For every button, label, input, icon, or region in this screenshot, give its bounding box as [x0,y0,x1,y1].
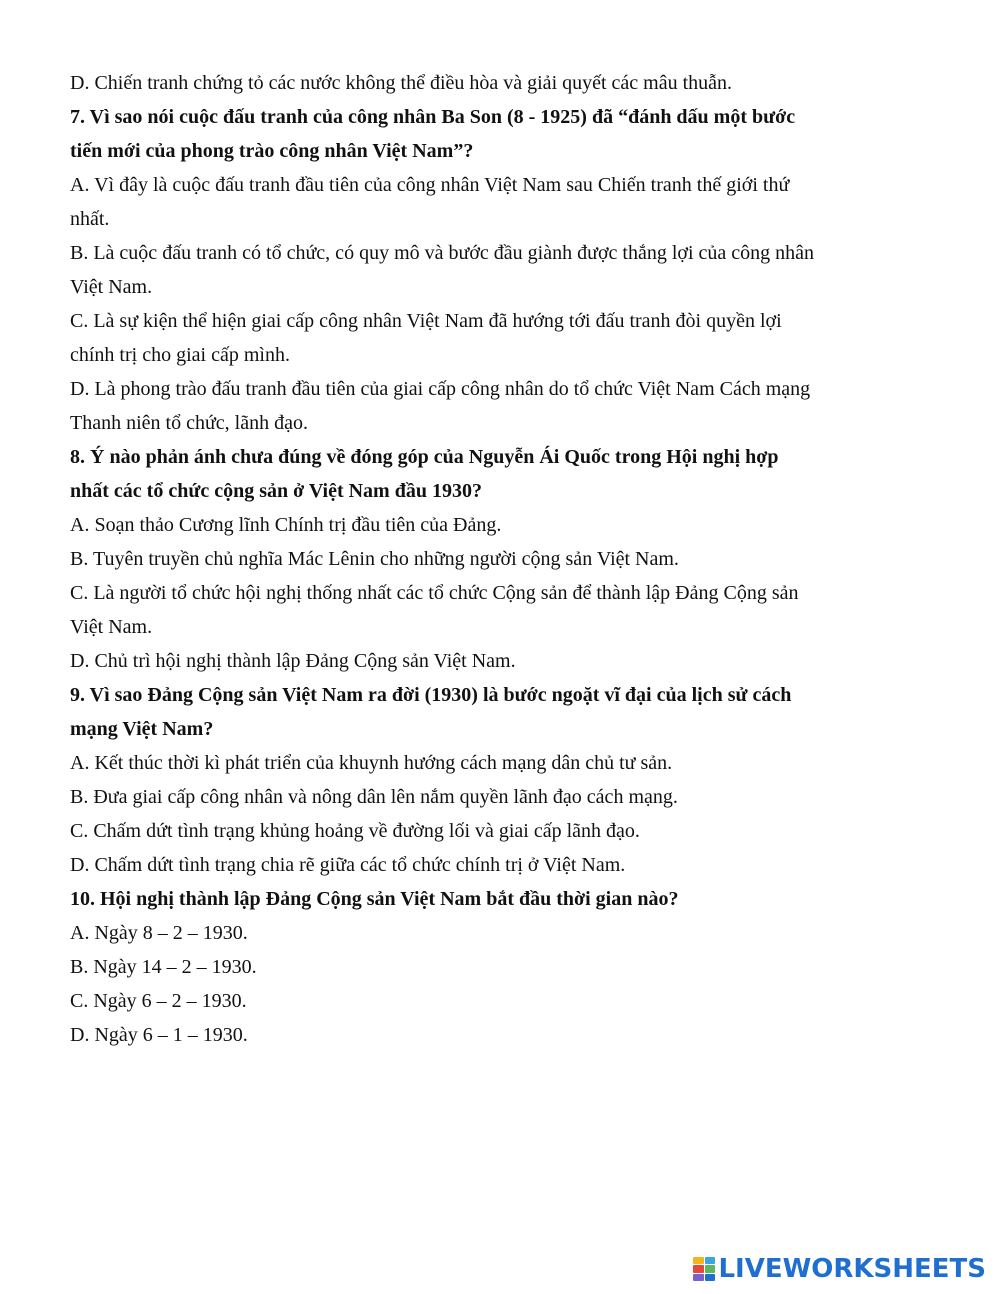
answer-text-line: C. Là người tổ chức hội nghị thống nhất các tổ chức Cộng sản để thành lập Đảng Cộng sản [70,582,799,604]
answer-text-line: C. Chấm dứt tình trạng khủng hoảng về đường lối và giai cấp lãnh đạo. [70,820,640,842]
question-text-line: nhất các tổ chức cộng sản ở Việt Nam đầu 1930? [70,480,482,502]
answer-text-line: C. Là sự kiện thể hiện giai cấp công nhân Việt Nam đã hướng tới đấu tranh đòi quyền lợi [70,310,782,332]
answer-text-line: Việt Nam. [70,616,153,638]
question-text-line: mạng Việt Nam? [70,718,214,740]
liveworksheets-logo-icon [693,1257,715,1281]
answer-text-line: A. Kết thúc thời kì phát triển của khuynh hướng cách mạng dân chủ tư sản. [70,752,673,774]
answer-text-line: A. Soạn thảo Cương lĩnh Chính trị đầu tiên của Đảng. [70,514,502,536]
logo-square [693,1274,704,1281]
answer-text-line: A. Ngày 8 – 2 – 1930. [70,922,248,944]
logo-square [705,1257,716,1264]
logo-square [693,1257,704,1264]
answer-text-line: A. Vì đây là cuộc đấu tranh đầu tiên của công nhân Việt Nam sau Chiến tranh thế giới thứ [70,174,790,196]
answer-text-line: B. Tuyên truyền chủ nghĩa Mác Lênin cho những người cộng sản Việt Nam. [70,548,679,570]
question-text-line: 8. Ý nào phản ánh chưa đúng về đóng góp của Nguyễn Ái Quốc trong Hội nghị hợp [70,446,779,468]
answer-text-line: D. Chấm dứt tình trạng chia rẽ giữa các tổ chức chính trị ở Việt Nam. [70,854,626,876]
answer-text-line: B. Là cuộc đấu tranh có tổ chức, có quy mô và bước đầu giành được thắng lợi của công nhân [70,242,815,264]
answer-text-line: Việt Nam. [70,276,153,298]
question-text-line: 10. Hội nghị thành lập Đảng Cộng sản Việt Nam bắt đầu thời gian nào? [70,888,679,910]
logo-square [705,1274,716,1281]
answer-text-line: D. Ngày 6 – 1 – 1930. [70,1024,248,1046]
question-text-line: tiến mới của phong trào công nhân Việt Nam”? [70,140,474,162]
footer-brand[interactable] [693,1256,986,1282]
answer-text-line: D. Chiến tranh chứng tỏ các nước không thể điều hòa và giải quyết các mâu thuẫn. [70,72,733,94]
answer-text-line: B. Ngày 14 – 2 – 1930. [70,956,257,978]
answer-text-line: B. Đưa giai cấp công nhân và nông dân lên nắm quyền lãnh đạo cách mạng. [70,786,678,808]
answer-text-line: chính trị cho giai cấp mình. [70,344,290,366]
brand-name: LIVEWORKSHEETS [718,1254,986,1284]
answer-text-line: D. Chủ trì hội nghị thành lập Đảng Cộng sản Việt Nam. [70,650,516,672]
answer-text-line: Thanh niên tổ chức, lãnh đạo. [70,412,308,434]
logo-square [693,1265,704,1272]
worksheet-page [70,66,930,1052]
answer-text-line: nhất. [70,208,110,230]
logo-square [705,1265,716,1272]
answer-text-line: D. Là phong trào đấu tranh đầu tiên của giai cấp công nhân do tổ chức Việt Nam Cách mạng [70,378,811,400]
question-text-line: 9. Vì sao Đảng Cộng sản Việt Nam ra đời (1930) là bước ngoặt vĩ đại của lịch sử cách [70,684,792,706]
answer-text-line: C. Ngày 6 – 2 – 1930. [70,990,247,1012]
question-text-line: 7. Vì sao nói cuộc đấu tranh của công nhân Ba Son (8 - 1925) đã “đánh dấu một bước [70,106,796,128]
